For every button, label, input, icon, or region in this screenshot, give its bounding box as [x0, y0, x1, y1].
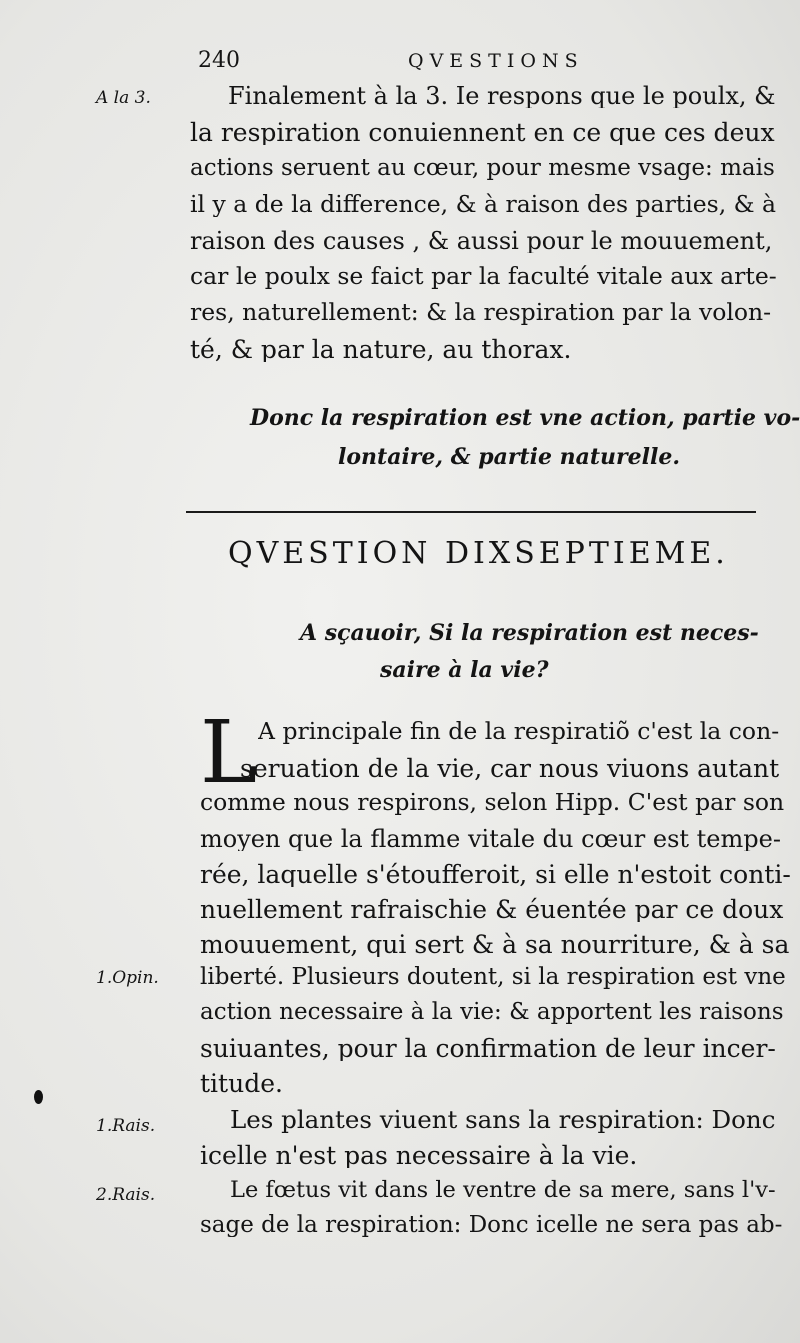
para1-line: la respiration conuiennent en ce que ces deux [190, 120, 775, 145]
margin-note-raison-2: 2.Rais. [96, 1185, 156, 1205]
para1-line: res, naturellement: & la respiration par la volon- [190, 301, 772, 325]
para1-line: actions seruent au cœur, pour mesme vsage: mais [190, 157, 775, 180]
conclusion-line: Donc la respiration est vne action, partie vo- [250, 405, 800, 431]
para4-line: Le fœtus vit dans le ventre de sa mere, sans l'v- [230, 1179, 776, 1202]
subtitle-line: saire à la vie? [380, 657, 549, 683]
para2-line: mouuement, qui sert & à sa nourriture, & à sa [200, 932, 790, 957]
page-header [198, 48, 648, 76]
para1-line: raison des causes , & aussi pour le mouuement, [190, 229, 773, 253]
margin-note-raison-1: 1.Rais. [96, 1116, 156, 1136]
para2-line: A principale fin de la respiratiõ c'est la con- [258, 720, 780, 744]
para2-line: comme nous respirons, selon Hipp. C'est par son [200, 791, 785, 815]
para3-line: icelle n'est pas necessaire à la vie. [200, 1143, 638, 1168]
conclusion-line: lontaire, & partie naturelle. [338, 444, 680, 470]
section-heading: QVESTION DIXSEPTIEME. [228, 536, 729, 571]
para4-line: sage de la respiration: Donc icelle ne sera pas ab- [200, 1214, 783, 1237]
page-number: 240 [198, 48, 240, 73]
para2-line: titude. [200, 1071, 283, 1096]
para1-line: té, & par la nature, au thorax. [190, 337, 572, 362]
subtitle-line: A sçauoir, Si la respiration est neces- [300, 620, 759, 646]
para2-line: suiuantes, pour la confirmation de leur incer- [200, 1036, 776, 1061]
margin-note-a-la-3: A la 3. [96, 88, 151, 108]
margin-note-opinion-1: 1.Opin. [96, 968, 159, 988]
para2-line: liberté. Plusieurs doutent, si la respiration est vne [200, 966, 786, 989]
para2-line: rée, laquelle s'étoufferoit, si elle n'estoit conti- [200, 862, 791, 887]
para2-line: action necessaire à la vie: & apportent les raisons [200, 1001, 784, 1024]
para2-line: nuellement rafraischie & éuentée par ce doux [200, 897, 784, 922]
para1-line: Finalement à la 3. Ie respons que le poulx, & [228, 84, 776, 108]
para1-line: il y a de la difference, & à raison des parties, & à [190, 193, 777, 217]
para3-line: Les plantes viuent sans la respiration: Donc [230, 1108, 776, 1133]
para2-line: moyen que la flamme vitale du cœur est tempe- [200, 827, 781, 851]
para2-line: seruation de la vie, car nous viuons autant [240, 756, 780, 781]
ink-blot [34, 1090, 43, 1104]
drop-cap: L [200, 703, 258, 803]
para1-line: car le poulx se faict par la faculté vitale aux arte- [190, 265, 777, 289]
running-title: QVESTIONS [408, 50, 584, 72]
section-rule [186, 511, 756, 513]
